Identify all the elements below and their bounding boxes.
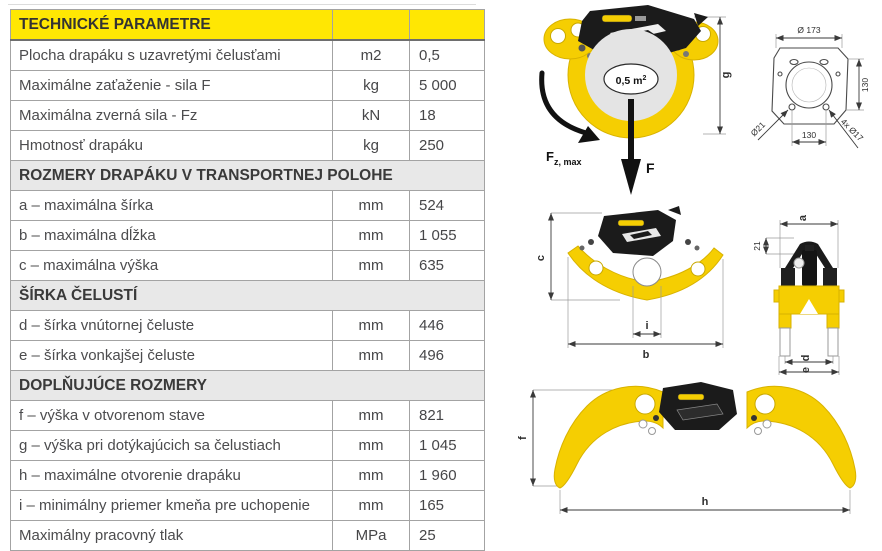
rotator-plate-diagram (742, 12, 882, 162)
table-row (11, 40, 485, 71)
svg-text:0,5 m2 (616, 75, 647, 87)
transport-position-diagram (518, 196, 758, 374)
param-label: f – výška v otvorenom stave (11, 401, 333, 431)
dim-label-130-bottom: 130 (801, 130, 817, 140)
brand-chip (635, 16, 646, 21)
param-value: 18 (410, 101, 485, 131)
dim-label-d: d (800, 354, 812, 362)
left-jaw-leg (780, 328, 790, 356)
table-row (11, 251, 485, 281)
header-value-cell (410, 10, 485, 41)
dim-label-130-right: 130 (860, 77, 870, 93)
param-label: Hmotnosť drapáku (11, 131, 333, 161)
param-value: 524 (410, 191, 485, 221)
param-label: Maximálna zverná sila - Fz (11, 101, 333, 131)
param-value: 1 055 (410, 221, 485, 251)
brand-badge (618, 220, 644, 226)
housing-hook (668, 206, 681, 215)
table-row (11, 521, 485, 551)
param-label: c – maximálna výška (11, 251, 333, 281)
param-label: h – maximálne otvorenie drapáku (11, 461, 333, 491)
param-unit: kg (333, 71, 410, 101)
dim-label-b: b (642, 349, 650, 361)
param-value: 0,5 (410, 40, 485, 71)
param-label: Plocha drapáku s uzavretými čelusťami (11, 40, 333, 71)
hole-label-21: Ø21 (748, 119, 768, 139)
dim-label-f: f (517, 436, 529, 440)
param-label: Maximálne zaťaženie - sila F (11, 71, 333, 101)
dim-label-i: i (645, 320, 649, 332)
dim-label-21: 21 (752, 241, 762, 251)
dim-label-h: h (701, 496, 709, 508)
param-label: a – maximálna šírka (11, 191, 333, 221)
table-section-row (11, 281, 485, 311)
table-row (11, 401, 485, 431)
param-value: 5 000 (410, 71, 485, 101)
dim-label-dia173: Ø 173 (797, 25, 821, 35)
right-jaw-leg (828, 328, 838, 356)
param-unit: mm (333, 461, 410, 491)
table-row (11, 221, 485, 251)
param-unit: m2 (333, 40, 410, 71)
param-value: 1 045 (410, 431, 485, 461)
closed-jaws-diagram (498, 3, 760, 203)
param-value: 821 (410, 401, 485, 431)
param-unit: mm (333, 191, 410, 221)
param-value: 165 (410, 491, 485, 521)
param-label: Maximálny pracovný tlak (11, 521, 333, 551)
section-title: ŠÍRKA ČELUSTÍ (11, 281, 485, 311)
table-section-row (11, 161, 485, 191)
param-label: g – výška pri dotýkajúcich sa čelustiach (11, 431, 333, 461)
table-row (11, 431, 485, 461)
param-unit: kg (333, 131, 410, 161)
area-value: 0,5 m (615, 75, 643, 87)
param-label: e – šírka vonkajšej čeluste (11, 341, 333, 371)
param-unit: mm (333, 341, 410, 371)
param-unit: kN (333, 101, 410, 131)
open-jaws-diagram (505, 374, 882, 524)
trunk-hole (633, 258, 661, 286)
table-row (11, 101, 485, 131)
param-value: 446 (410, 311, 485, 341)
param-unit: mm (333, 431, 410, 461)
table-row (11, 311, 485, 341)
brand-badge (602, 15, 632, 22)
table-title: TECHNICKÉ PARAMETRE (11, 10, 333, 41)
spec-table-body (11, 10, 485, 551)
left-claw (554, 386, 663, 488)
table-row (11, 341, 485, 371)
section-title: ROZMERY DRAPÁKU V TRANSPORTNEJ POLOHE (11, 161, 485, 191)
brand-badge (678, 394, 704, 400)
param-unit: MPa (333, 521, 410, 551)
param-value: 1 960 (410, 461, 485, 491)
param-unit: mm (333, 311, 410, 341)
table-row (11, 131, 485, 161)
right-claw (747, 386, 856, 488)
param-unit: mm (333, 251, 410, 281)
area-sup: 2 (642, 75, 647, 82)
param-value: 25 (410, 521, 485, 551)
table-section-row (11, 371, 485, 401)
front-view-diagram (752, 198, 882, 380)
section-title: DOPLŇUJÚCE ROZMERY (11, 371, 485, 401)
hole-label-17: 4x Ø17 (838, 116, 866, 144)
param-value: 635 (410, 251, 485, 281)
param-value: 250 (410, 131, 485, 161)
param-value: 496 (410, 341, 485, 371)
top-divider (8, 4, 476, 5)
param-label: d – šírka vnútornej čeluste (11, 311, 333, 341)
table-row (11, 191, 485, 221)
table-row (11, 461, 485, 491)
param-label: b – maximálna dĺžka (11, 221, 333, 251)
dim-label-e: e (800, 366, 812, 374)
table-row (11, 71, 485, 101)
dim-label-g: g (720, 71, 732, 79)
fz-label-sub: z, max (553, 157, 582, 167)
param-unit: mm (333, 491, 410, 521)
dim-label-c: c (535, 254, 547, 262)
dim-label-a: a (797, 214, 809, 222)
spec-table (10, 9, 485, 551)
housing-body (659, 382, 737, 430)
f-label: F (646, 160, 655, 176)
param-unit: mm (333, 401, 410, 431)
table-row (11, 491, 485, 521)
param-unit: mm (333, 221, 410, 251)
header-unit-cell (333, 10, 410, 41)
param-label: i – minimálny priemer kmeňa pre uchopenie (11, 491, 333, 521)
svg-text:Fz, max (546, 149, 581, 167)
fz-label: F (546, 149, 554, 164)
rotator-cylinder (802, 250, 817, 286)
table-header-row (11, 10, 485, 41)
